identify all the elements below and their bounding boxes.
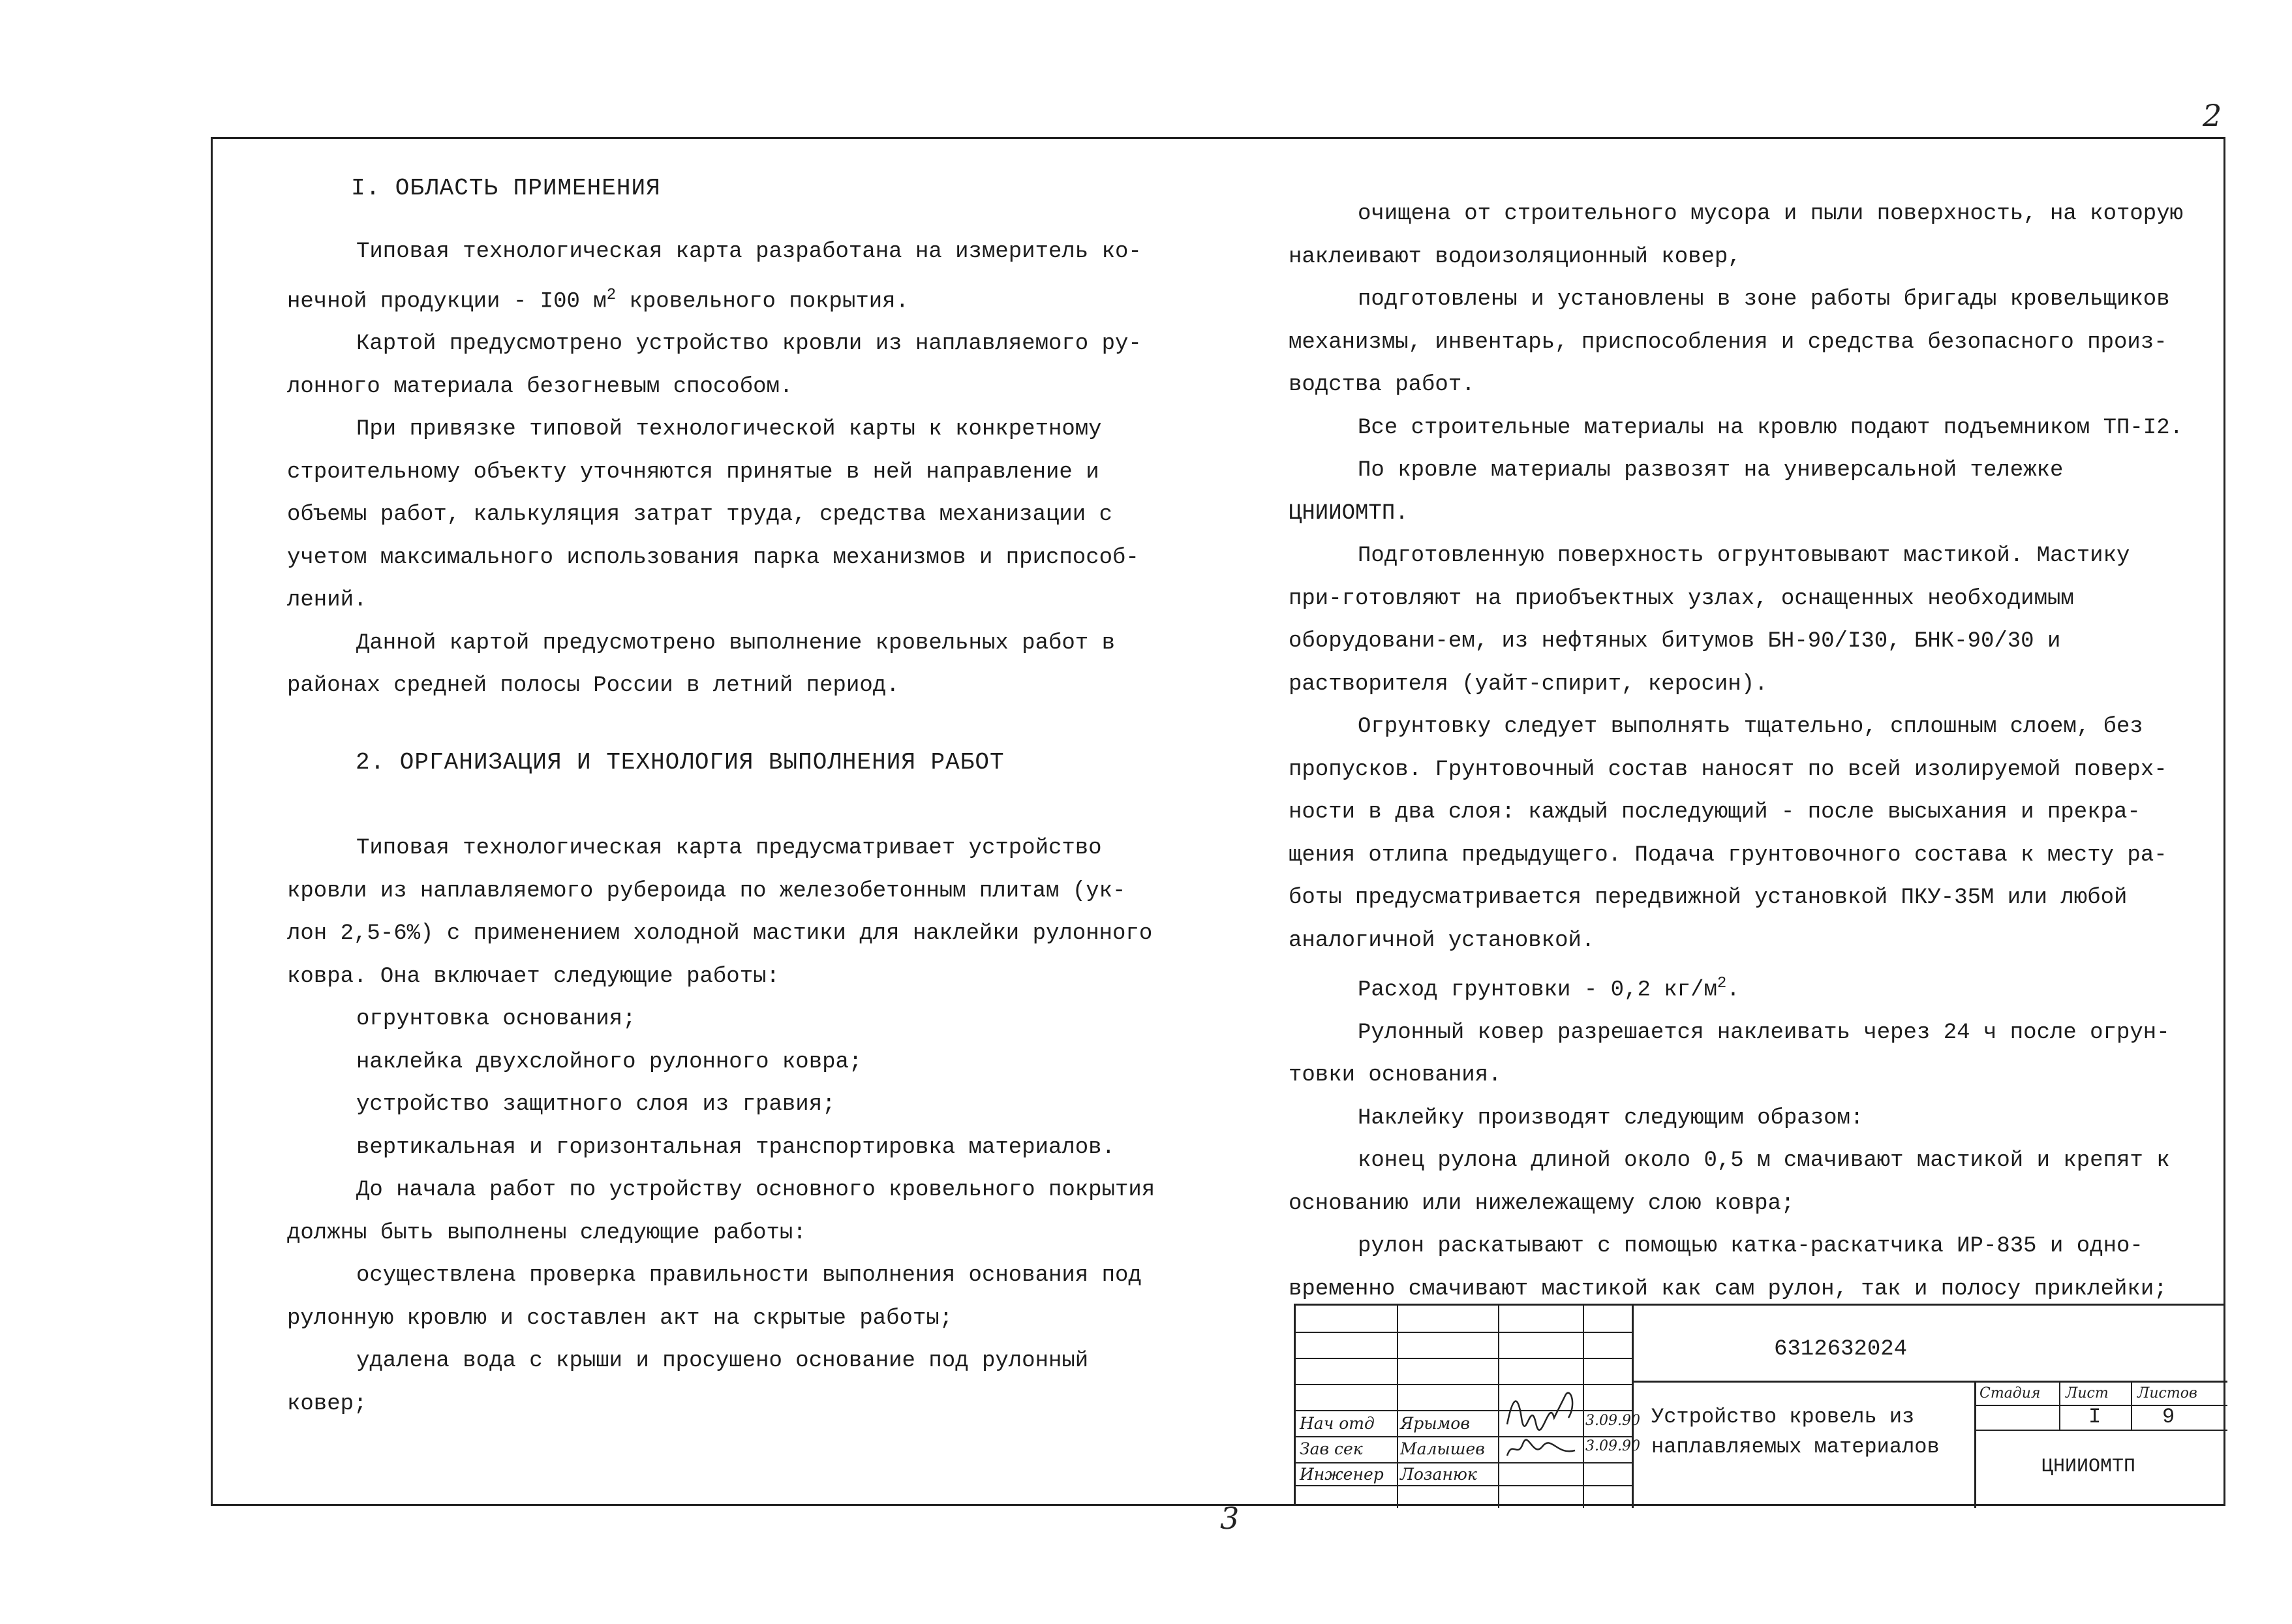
sheet-header: Лист xyxy=(2066,1385,2109,1402)
paragraph-r1: очищена от строительного мусора и пыли поверхность, на которую наклеивают водоизоляционный ковер, xyxy=(1289,202,2184,269)
document-title-line-1: Устройство кровель из xyxy=(1651,1405,1915,1429)
paragraph-7: осуществлена проверка правильности выполнения основания под рулонную кровлю и составлен акт на скрытые работы; xyxy=(287,1263,1142,1331)
paragraph-3: При привязке типовой технологической карты к конкретному строительному объекту уточняются принятые в ней направление и объемы работ, калькуляция затрат труда, средства механизации с учетом максимального использования парка механизмов и приспособ-лений. xyxy=(287,417,1139,613)
list-item: огрунтовка основания; xyxy=(356,1007,636,1032)
sheet-number: I xyxy=(2088,1405,2101,1429)
paragraph-r11: рулон раскатывают с помощью катка-раскатчика ИР-835 и одно-временно смачивают мастикой как сам рулон, так и полосу приклейки; xyxy=(1289,1234,2167,1302)
paragraph-r6: Огрунтовку следует выполнять тщательно, сплошным слоем, без пропусков. Грунтовочный состав наносят по всей изолируемой поверх-ности в два слоя: каждый последующий - после высыхания и прекра-щения отлипа предыдущего. Подача грунтовочного состава к месту ра-боты предусматривается передвижной установкой ПКУ-35М или любой аналогичной установкой. xyxy=(1289,714,2167,953)
signature-2 xyxy=(1503,1436,1580,1462)
list-item: наклейка двухслойного рулонного ковра; xyxy=(356,1049,863,1075)
page-number-top: 2 xyxy=(2203,98,2222,133)
organization: ЦНИИОМТП xyxy=(2041,1456,2136,1478)
paragraph-r8: Рулонный ковер разрешается наклеивать через 24 ч после огрун-товки основания. xyxy=(1289,1020,2170,1088)
stage-header: Стадия xyxy=(1979,1385,2041,1402)
r7-text-end: . xyxy=(1726,977,1740,1003)
paragraph-r4: По кровле материалы развозят на универсальной тележке ЦНИИОМТП. xyxy=(1289,458,2064,526)
name-label: Малышев xyxy=(1400,1439,1485,1458)
list-item: вертикальная и горизонтальная транспортировка материалов. xyxy=(356,1135,1115,1160)
date-label: 3.09.90 xyxy=(1585,1413,1640,1429)
paragraph-1 xyxy=(287,231,1155,323)
paragraph-r5: Подготовленную поверхность огрунтовывают мастикой. Мастику при-готовляют на приобъектных узлах, оснащенных необходимым оборудовани-ем, из нефтяных битумов БН-90/I30, БНК-90/30 и растворителя (уайт-спирит, керосин). xyxy=(1289,544,2130,697)
p1-sup: 2 xyxy=(606,286,617,304)
p1-text: Типовая технологическая карта разработана на измеритель ко-нечной продукции - I00 м xyxy=(287,239,1142,314)
r7-sup: 2 xyxy=(1717,975,1727,992)
paragraph-4: Данной картой предусмотрено выполнение кровельных работ в районах средней полосы России в летний период. xyxy=(287,630,1115,699)
paragraph-6: До начала работ по устройству основного кровельного покрытия должны быть выполнены следующие работы: xyxy=(287,1178,1155,1246)
name-label: Лозанюк xyxy=(1400,1465,1477,1484)
document-code: 6312632024 xyxy=(1774,1337,1908,1362)
left-column-bottom xyxy=(287,827,1161,1426)
paragraph-r9: Наклейку производят следующим образом: xyxy=(1358,1105,1864,1131)
signature-1 xyxy=(1503,1385,1580,1436)
role-label: Нач отд xyxy=(1300,1414,1375,1433)
document-title-line-2: наплавляемых материалов xyxy=(1651,1435,1940,1459)
paragraph-5: Типовая технологическая карта предусматривает устройство кровли из наплавляемого рубероида по железобетонным плитам (ук-лон 2,5-6%) с применением холодной мастики для наклейки рулонного ковра. Она включает следующие работы: xyxy=(287,836,1153,989)
section-1-title: I. ОБЛАСТЬ ПРИМЕНЕНИЯ xyxy=(351,175,661,202)
paragraph-r10: конец рулона длиной около 0,5 м смачивают мастикой и крепят к основанию или нижележащему слою ковра; xyxy=(1289,1148,2170,1216)
section-2-title: 2. ОРГАНИЗАЦИЯ И ТЕХНОЛОГИЯ ВЫПОЛНЕНИЯ РАБОТ xyxy=(356,749,1005,776)
paragraph-2: Картой предусмотрено устройство кровли из наплавляемого ру-лонного материала безогневым способом. xyxy=(287,331,1142,399)
p1-text-end: кровельного покрытия. xyxy=(616,288,909,314)
page-number-bottom: 3 xyxy=(1220,1501,1240,1536)
role-label: Зав сек xyxy=(1300,1439,1363,1458)
paragraph-r3: Все строительные материалы на кровлю подают подъемником ТП-I2. xyxy=(1358,415,2184,440)
role-label: Инженер xyxy=(1300,1465,1384,1484)
list-item: устройство защитного слоя из гравия; xyxy=(356,1092,836,1117)
right-column xyxy=(1289,193,2189,1311)
title-block xyxy=(1294,1304,2225,1506)
left-column-top xyxy=(287,231,1155,708)
r7-text: Расход грунтовки - 0,2 кг/м xyxy=(1358,977,1717,1003)
sheets-header: Листов xyxy=(2137,1385,2197,1402)
sheets-count: 9 xyxy=(2162,1405,2175,1429)
paragraph-r2: подготовлены и установлены в зоне работы бригады кровельщиков механизмы, инвентарь, приспособления и средства безопасного произ-водства работ. xyxy=(1289,287,2170,397)
paragraph-r7 xyxy=(1289,962,2189,1012)
date-label: 3.09.90 xyxy=(1585,1438,1640,1454)
paragraph-8: удалена вода с крыши и просушено основание под рулонный ковер; xyxy=(287,1349,1089,1417)
name-label: Ярымов xyxy=(1400,1414,1470,1433)
